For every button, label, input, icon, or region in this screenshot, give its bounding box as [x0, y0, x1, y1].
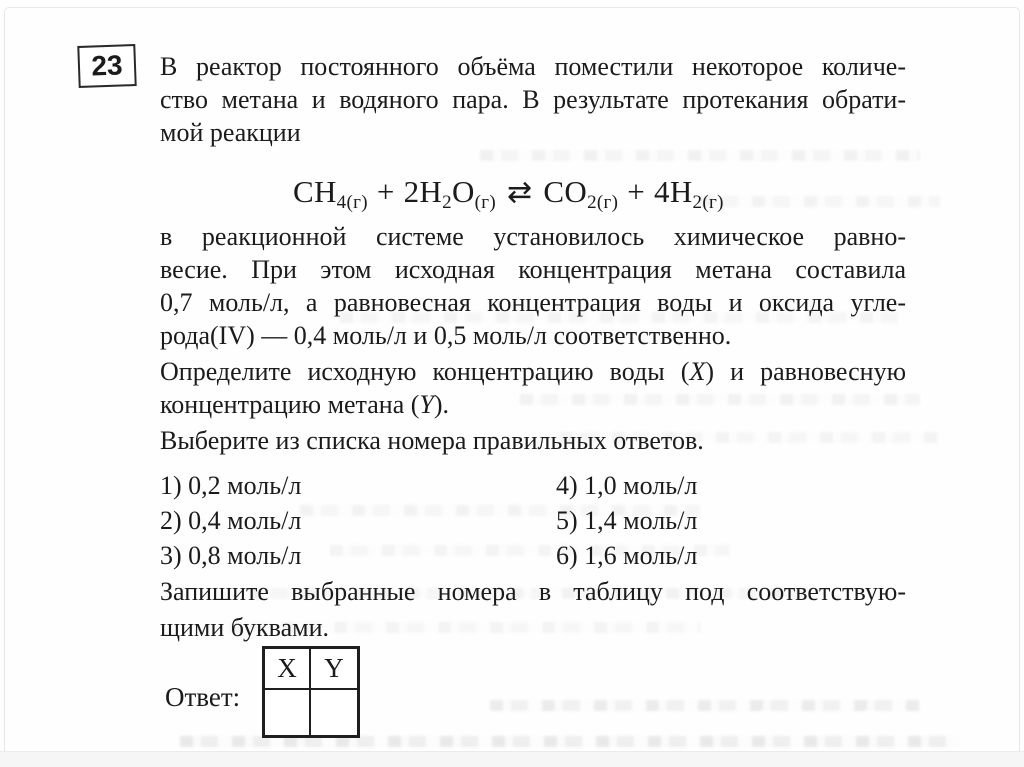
equilibrium-line: рода(IV) — 0,4 моль/л и 0,5 моль/л соответственно. [160, 321, 732, 350]
options-column-left [160, 468, 440, 573]
question-number: 23 [90, 49, 124, 82]
write-line: щими буквами. [160, 613, 330, 642]
formula-water-o: O [451, 174, 475, 209]
variable-y: Y [419, 390, 434, 419]
formula-water-sub: 2 [442, 192, 452, 213]
answer-label: Ответ: [165, 682, 241, 712]
page-bottom-margin [0, 751, 1024, 767]
formula-water-state: (г) [474, 192, 496, 213]
answer-cell-y [311, 690, 357, 735]
determine-line [160, 355, 906, 388]
formula-methane: CH [293, 174, 337, 209]
determine-paragraph [160, 355, 906, 421]
determine-line [160, 388, 906, 421]
option-6: 6) 1,6 моль/л [556, 541, 698, 570]
plus-sign: + [376, 174, 395, 209]
determine-text: концентрацию метана ( [160, 390, 420, 419]
option-4: 4) 1,0 моль/л [556, 471, 698, 500]
write-line: Запишите выбранные номера в таблицу под соответствую- [160, 577, 906, 606]
equilibrium-line: в реакционной системе установилось химическое равно- [160, 222, 906, 251]
answer-cell-x [265, 690, 311, 735]
equilibrium-paragraph [160, 220, 906, 352]
determine-text: ). [433, 390, 450, 419]
option-3: 3) 0,8 моль/л [160, 541, 302, 570]
determine-text: ) и равновесную [705, 357, 907, 386]
formula-methane-sub: 4(г) [336, 192, 368, 213]
determine-text: Определите исходную концентрацию воды ( [160, 357, 690, 386]
intro-line: В реактор постоянного объёма поместили некоторое количе- [160, 52, 906, 81]
formula-hydrogen: 4H [654, 174, 693, 209]
equilibrium-arrow-icon: ⇄ [506, 175, 533, 210]
bleed-through-line [490, 700, 920, 711]
answer-table-header-x: X [265, 649, 311, 690]
variable-x: X [689, 357, 706, 386]
chemical-equation [293, 172, 724, 213]
intro-paragraph [160, 50, 906, 149]
equilibrium-line: весие. При этом исходная концентрация метана составила [160, 255, 906, 284]
formula-water: 2H [403, 174, 443, 209]
plus-sign: + [627, 174, 646, 209]
option-5: 5) 1,4 моль/л [556, 506, 698, 535]
option-2: 2) 0,4 моль/л [160, 506, 302, 535]
intro-line: ство метана и водяного пара. В результате протекания обрати- [160, 85, 906, 114]
equilibrium-line: 0,7 моль/л, а равновесная концентрация воды и оксида угле- [160, 288, 906, 317]
question-number-box [77, 44, 136, 88]
options-column-right [556, 468, 836, 573]
option-1: 1) 0,2 моль/л [160, 471, 302, 500]
answer-table [262, 646, 360, 738]
write-instruction [160, 574, 906, 646]
bleed-through-line [480, 150, 920, 161]
formula-hydrogen-sub: 2(г) [692, 192, 724, 213]
bleed-through-line [700, 196, 940, 207]
formula-co2-sub: 2(г) [587, 192, 619, 213]
choose-prompt-text: Выберите из списка номера правильных ответов. [160, 426, 704, 455]
choose-prompt [160, 424, 906, 457]
formula-co2: CO [543, 174, 588, 209]
intro-line: мой реакции [160, 118, 301, 147]
answer-table-header-y: Y [311, 649, 357, 690]
